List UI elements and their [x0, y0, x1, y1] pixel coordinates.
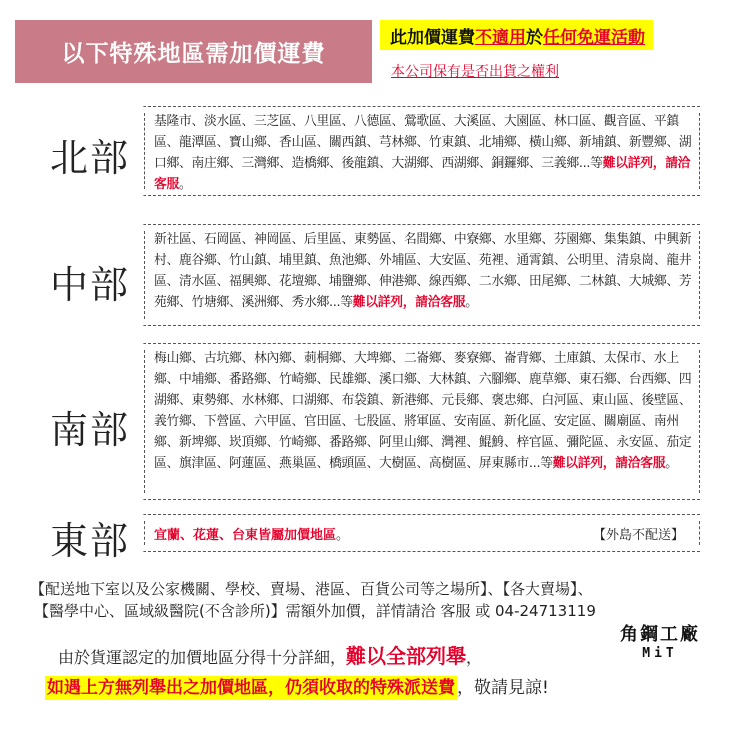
title-banner: 以下特殊地區需加價運費: [15, 20, 372, 83]
hard-to-list-prefix: 由於貨運認定的加價地區分得十分詳細，: [58, 648, 347, 667]
areas-text: 梅山鄉、古坑鄉、林內鄉、莿桐鄉、大埤鄉、二崙鄉、麥寮鄉、崙背鄉、土庫鎮、太保市、水上鄉、中埔鄉、番路鄉、竹崎鄉、民雄鄉、溪口鄉、大林鎮、六腳鄉、鹿草鄉、東石鄉、台西鄉、四湖鄉、東勢鄉、水林鄉、口湖鄉、布袋鎮、新港鄉、元長鄉、褒忠鄉、白河區、東山區、後壁區、義竹鄉、下營區、六甲區、官田區、七股區、將軍區、安南區、新化區、安定區、關廟區、南州鄉、新埤鄉、崁頂鄉、竹崎鄉、番路鄉、阿里山鄉、灣裡、鯤鯓、梓官區、彌陀區、永安區、茄定區、旗津區、阿蓮區、燕巢區、橋頭區、大樹區、高樹區、屏東縣市...等: [154, 351, 692, 471]
apology: ，敬請見諒!: [457, 678, 549, 698]
period: 。: [336, 527, 350, 543]
notice-mid: 於: [526, 27, 543, 48]
region-label-south: 南部: [50, 408, 131, 452]
period: 。: [465, 295, 478, 310]
brand-mit: MiT: [642, 646, 678, 661]
east-row: [144, 515, 700, 551]
notice-not-applicable: 不適用: [475, 27, 526, 48]
east-surcharge-areas: [154, 524, 349, 543]
special-delivery-fee-note: [45, 673, 549, 698]
region-box-central: [143, 224, 700, 326]
extra-charge-places-line2: 【醫學中心、區域級醫院(不含診所)】需額外加價，詳情請洽 客服 或 04-24713119: [34, 602, 596, 620]
region-label-east: 東部: [50, 519, 131, 563]
surcharge-notice: [380, 20, 653, 50]
areas-text: 新社區、石岡區、神岡區、后里區、東勢區、名間鄉、中寮鄉、水里鄉、芬園鄉、集集鎮、中興新村、鹿谷鄉、竹山鎮、埔里鎮、魚池鄉、外埔區、大安區、苑裡、通霄鎮、公明里、清泉崗、龍井區、清水區、福興鄉、花壇鄉、埔鹽鄉、伸港鄉、線西鄉、二水鄉、田尾鄉、二林鎮、大城鄉、芳苑鄉、竹塘鄉、溪洲鄉、秀水鄉...等: [154, 232, 692, 310]
region-areas-central: [144, 225, 700, 317]
contact-cs-note: 難以詳列，請洽客服: [352, 295, 466, 310]
brand-logo: [620, 620, 700, 661]
region-box-north: [143, 106, 700, 196]
hard-to-list-red: 難以全部列舉: [346, 644, 467, 668]
region-areas-north: [144, 107, 700, 199]
region-label-central: 中部: [50, 263, 131, 307]
notice-prefix: 此加價運費: [390, 27, 475, 48]
brand-name: 角鋼工廠: [620, 624, 700, 645]
rights-note: 本公司保有是否出貨之權利: [391, 64, 559, 80]
region-box-east: [143, 514, 700, 552]
extra-charge-places-line1: 【配送地下室以及公家機關、學校、賣場、港區、百貨公司等之場所】、【各大賣場】、: [30, 580, 593, 598]
areas-text: 基隆市、淡水區、三芝區、八里區、八德區、鶯歌區、大溪區、大園區、林口區、觀音區、平鎮區、龍潭區、寶山鄉、香山區、關西鎮、芎林鄉、竹東鎮、北埔鄉、橫山鄉、新埔鎮、新豐鄉、湖口鄉、南庄鄉、三灣鄉、造橋鄉、後龍鎮、大湖鄉、西湖鄉、銅鑼鄉、三義鄉...等: [154, 114, 692, 171]
contact-cs-note: 難以詳列，請洽客服: [154, 156, 691, 192]
hard-to-list-note: [58, 640, 482, 669]
region-box-south: [143, 343, 700, 500]
hard-to-list-end: ，: [466, 648, 483, 667]
east-areas-text: 宜蘭、花蓮、台東皆屬加價地區: [154, 527, 337, 543]
period: 。: [665, 456, 678, 471]
region-areas-south: [144, 344, 700, 478]
period: 。: [179, 177, 192, 192]
outlying-islands-note: 【外島不配送】: [592, 527, 684, 543]
contact-cs-note: 難以詳列，請洽客服: [552, 456, 666, 471]
region-label-north: 北部: [50, 136, 131, 180]
notice-any-free-shipping: 任何免運活動: [543, 27, 645, 48]
special-fee-highlight: 如遇上方無列舉出之加價地區，仍須收取的特殊派送費: [47, 678, 455, 698]
